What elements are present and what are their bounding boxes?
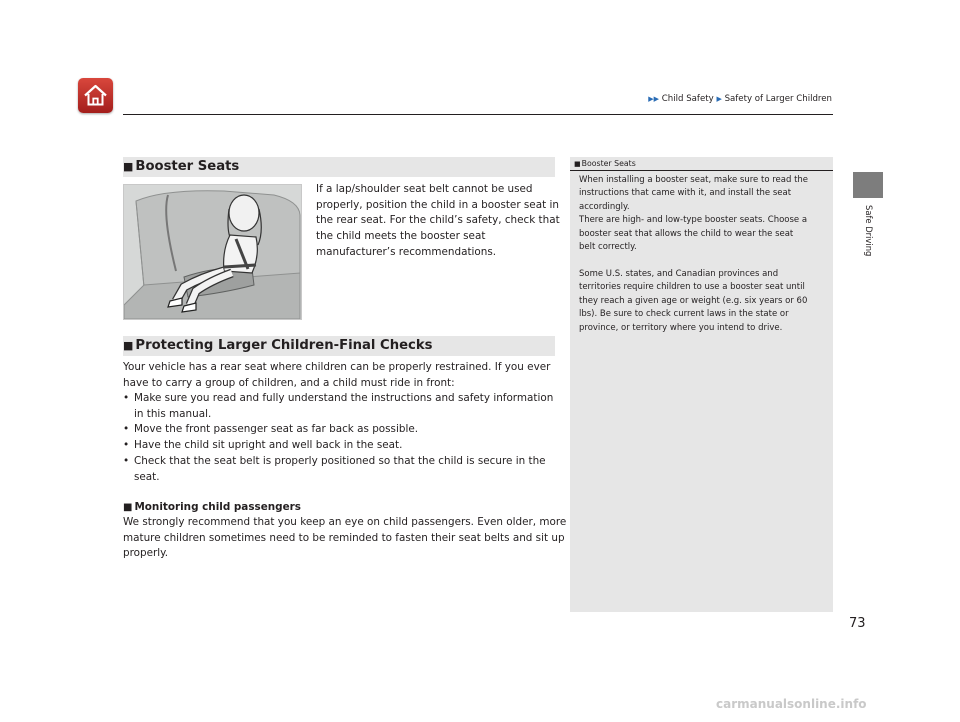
monitoring-line: properly.	[123, 547, 169, 560]
sidebar-paragraph-2	[579, 268, 829, 335]
sidebar-paragraph-1	[579, 174, 829, 254]
list-item	[123, 454, 555, 485]
sidebar-rule	[570, 170, 833, 171]
list-item-line: seat.	[134, 470, 160, 483]
booster-intro-line: the child meets the booster seat	[316, 230, 486, 243]
page-number: 73	[849, 616, 866, 631]
sidebar-title[interactable]: Booster Seats	[581, 159, 636, 168]
list-item	[123, 438, 555, 454]
section-heading-booster-seats	[123, 157, 555, 177]
final-checks-intro	[123, 360, 550, 391]
breadcrumb-arrow-icon: ▶	[716, 95, 722, 103]
chapter-tab[interactable]	[853, 172, 883, 198]
section-title: Booster Seats	[135, 159, 240, 174]
square-bullet-icon: ■	[574, 160, 581, 168]
list-item-line: • Move the front passenger seat as far back as possible.	[134, 423, 419, 436]
list-item-line: in this manual.	[134, 407, 212, 420]
sidebar-line: When installing a booster seat, make sure to read the	[579, 175, 809, 185]
breadcrumb-item-child-safety[interactable]: Child Safety	[661, 94, 714, 104]
sidebar-line: belt correctly.	[579, 242, 637, 253]
booster-intro	[316, 182, 560, 261]
header-rule	[123, 114, 833, 115]
section-heading-final-checks	[123, 336, 555, 356]
sidebar-line: instructions that came with it, and install the seat	[579, 188, 792, 199]
list-item-line: • Check that the seat belt is properly positioned so that the child is secure in the	[134, 454, 546, 467]
breadcrumb-arrow-icon: ▶▶	[648, 95, 660, 103]
sidebar-line: lbs). Be sure to check current laws in the state or	[579, 309, 789, 320]
child-booster-seat-illustration	[123, 184, 302, 320]
sidebar-line: booster seat that allows the child to wear the seat	[579, 228, 794, 239]
booster-intro-line: the rear seat. For the child’s safety, check that	[316, 214, 560, 227]
subheading-title: Monitoring child passengers	[134, 501, 301, 513]
sidebar-line: they reach a given age or weight (e.g. six years or 60	[579, 295, 808, 306]
square-bullet-icon: ■	[123, 160, 134, 173]
sidebar-line: Some U.S. states, and Canadian provinces and	[579, 269, 779, 279]
monitoring-line: mature children sometimes need to be reminded to fasten their seat belts and sit up	[123, 531, 565, 544]
final-checks-intro-line: Your vehicle has a rear seat where children can be properly restrained. If you ever	[123, 361, 551, 373]
square-bullet-icon: ■	[123, 502, 133, 513]
list-item	[123, 422, 555, 438]
final-checks-list	[123, 391, 555, 485]
breadcrumb	[648, 94, 832, 104]
sidebar-heading	[574, 158, 636, 170]
monitoring-text	[123, 515, 566, 562]
monitoring-line: We strongly recommend that you keep an eye on child passengers. Even older, more	[123, 516, 567, 528]
list-item-line: • Have the child sit upright and well back in the seat.	[134, 439, 403, 452]
booster-intro-line: manufacturer’s recommendations.	[316, 245, 497, 258]
sidebar-note	[570, 157, 833, 612]
booster-intro-line: properly, position the child in a booster seat in	[316, 198, 559, 211]
home-button[interactable]	[78, 78, 113, 113]
sidebar-line: There are high- and low-type booster seats. Choose a	[579, 215, 808, 226]
sidebar-line: province, or territory where you intend to drive.	[579, 322, 783, 333]
chapter-label: Safe Driving	[864, 205, 874, 257]
watermark: carmanualsonline.info	[716, 697, 867, 711]
section-title: Protecting Larger Children-Final Checks	[135, 338, 433, 353]
list-item-line: • Make sure you read and fully understand the instructions and safety information	[134, 392, 554, 404]
subheading-monitoring	[123, 501, 301, 513]
breadcrumb-item-current: Safety of Larger Children	[724, 94, 832, 104]
booster-intro-line: If a lap/shoulder seat belt cannot be used	[316, 183, 533, 195]
sidebar-line: territories require children to use a booster seat until	[579, 282, 805, 293]
final-checks-intro-line: have to carry a group of children, and a child must ride in front:	[123, 376, 455, 389]
square-bullet-icon: ■	[123, 339, 134, 352]
home-icon	[83, 83, 108, 108]
list-item	[123, 391, 555, 422]
sidebar-line: accordingly.	[579, 201, 630, 212]
